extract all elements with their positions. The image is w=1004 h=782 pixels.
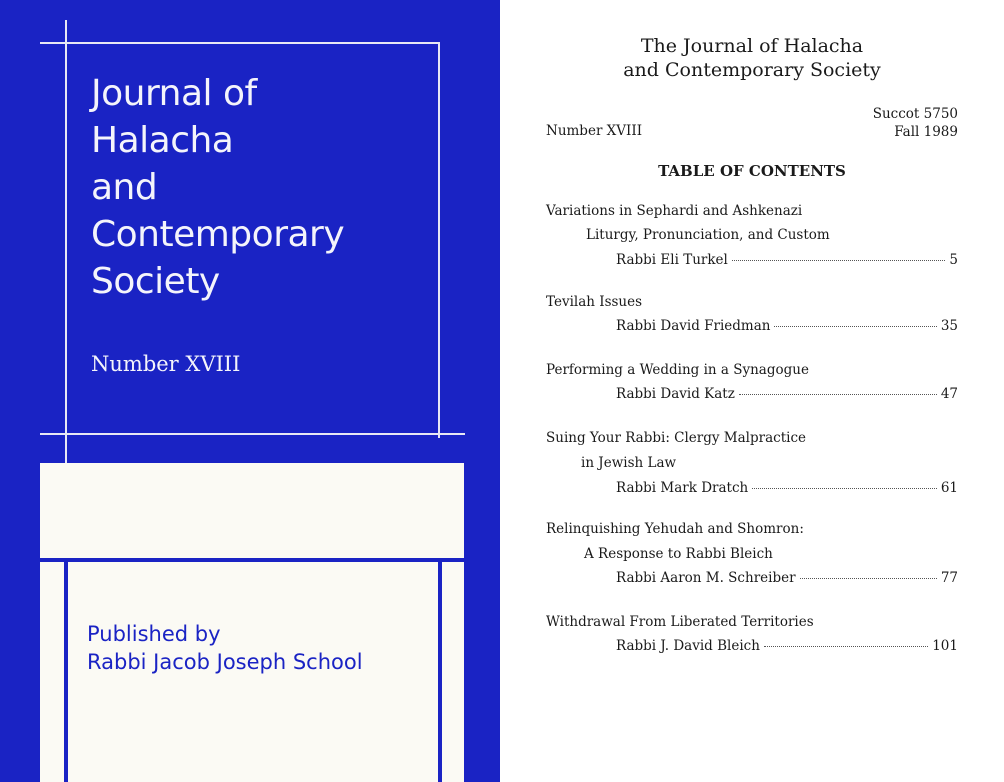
toc-entry-author-row bbox=[616, 317, 958, 335]
dot-leader bbox=[739, 394, 937, 395]
toc-entry-page: 5 bbox=[949, 252, 958, 268]
toc-entry-page: 61 bbox=[940, 480, 958, 496]
dot-leader bbox=[800, 578, 937, 579]
cover-rule-right bbox=[438, 42, 440, 438]
dot-leader bbox=[764, 646, 928, 647]
issue-number: Number XVIII bbox=[546, 123, 643, 139]
dot-leader bbox=[732, 260, 946, 261]
toc-entry-page: 77 bbox=[940, 570, 958, 586]
toc-entry-author-row bbox=[616, 569, 958, 587]
cover-panel-strip-left bbox=[40, 562, 64, 782]
cover-panel-top bbox=[40, 463, 464, 558]
toc-entry-title-line: in Jewish Law bbox=[581, 455, 677, 471]
cover-title-line: and bbox=[91, 167, 158, 208]
toc-entry-title-line: Withdrawal From Liberated Territories bbox=[546, 614, 814, 630]
cover-rule-top bbox=[40, 42, 440, 44]
toc-entry-author: Rabbi Eli Turkel bbox=[616, 252, 728, 268]
toc-entry-title-line: A Response to Rabbi Bleich bbox=[584, 546, 773, 562]
cover-title-line: Society bbox=[91, 261, 220, 302]
toc-entry-title-line: Performing a Wedding in a Synagogue bbox=[546, 362, 809, 378]
issue-date bbox=[873, 105, 958, 141]
toc-entry-author: Rabbi J. David Bleich bbox=[616, 638, 760, 654]
toc-entry-page: 47 bbox=[940, 386, 958, 402]
journal-title bbox=[500, 34, 1004, 82]
cover-rule-left bbox=[65, 20, 67, 465]
cover-title-line: Journal of bbox=[91, 73, 257, 114]
toc-entry-page: 35 bbox=[940, 318, 958, 334]
issue-date-line: Succot 5750 bbox=[872, 106, 958, 122]
toc-entry-author: Rabbi Mark Dratch bbox=[616, 480, 749, 496]
toc-entry-title-line: Liturgy, Pronunciation, and Custom bbox=[586, 227, 830, 243]
contents-page bbox=[500, 0, 1004, 782]
toc-heading: TABLE OF CONTENTS bbox=[658, 162, 846, 180]
toc-entry-title-line: Relinquishing Yehudah and Shomron: bbox=[546, 521, 804, 537]
dot-leader bbox=[752, 488, 937, 489]
toc-entry-author: Rabbi David Katz bbox=[616, 386, 735, 402]
toc-entry-author-row bbox=[616, 479, 958, 497]
issue-date-line: Fall 1989 bbox=[894, 124, 958, 140]
journal-title-line: The Journal of Halacha bbox=[640, 35, 864, 57]
journal-cover bbox=[0, 0, 500, 782]
cover-publisher bbox=[87, 620, 363, 676]
journal-title-line: and Contemporary Society bbox=[623, 59, 881, 81]
dot-leader bbox=[774, 326, 936, 327]
cover-rule-middle bbox=[40, 433, 465, 435]
toc-entry-page: 101 bbox=[932, 638, 958, 654]
toc-entry-author-row bbox=[616, 637, 958, 655]
toc-entry-title-line: Suing Your Rabbi: Clergy Malpractice bbox=[546, 430, 806, 446]
cover-issue-number: Number XVIII bbox=[91, 352, 241, 376]
toc-entry-author: Rabbi Aaron M. Schreiber bbox=[616, 570, 796, 586]
toc-entry-author-row bbox=[616, 251, 958, 269]
toc-entry-author-row bbox=[616, 385, 958, 403]
toc-entry-title-line: Tevilah Issues bbox=[546, 294, 643, 310]
cover-title bbox=[91, 70, 344, 305]
toc-entry-title-line: Variations in Sephardi and Ashkenazi bbox=[546, 203, 803, 219]
cover-title-line: Halacha bbox=[91, 120, 234, 161]
toc-entry-author: Rabbi David Friedman bbox=[616, 318, 771, 334]
cover-title-line: Contemporary bbox=[91, 214, 345, 255]
cover-publisher-line: Rabbi Jacob Joseph School bbox=[87, 650, 363, 674]
cover-publisher-line: Published by bbox=[87, 622, 221, 646]
cover-panel-strip-right bbox=[442, 562, 464, 782]
